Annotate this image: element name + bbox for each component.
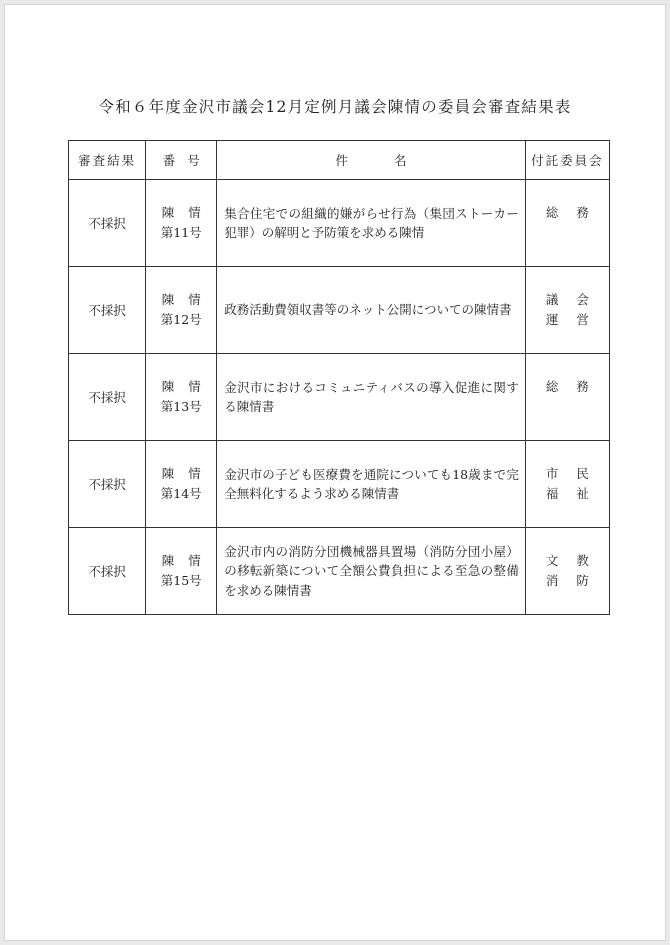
petition-label: 陳情	[161, 466, 215, 481]
item-cell: 金沢市におけるコミュニティバスの導入促進に関する陳情書	[217, 354, 526, 441]
committee-cell	[525, 180, 609, 267]
header-row	[69, 141, 610, 180]
committee-line2: 消防	[545, 573, 607, 588]
header-result-label: 審査結果	[78, 153, 137, 168]
number-cell	[146, 441, 217, 528]
petition-number: 第12号	[160, 312, 202, 327]
committee-line1: 市民	[545, 466, 607, 481]
result-cell: 不採択	[69, 180, 146, 267]
item-cell: 政務活動費領収書等のネット公開についての陳情書	[217, 267, 526, 354]
petition-label: 陳情	[161, 292, 215, 307]
committee-line1: 文教	[545, 553, 607, 568]
petition-number: 第13号	[160, 399, 202, 414]
header-number-label: 番号	[162, 153, 212, 168]
header-committee-label: 付託委員会	[531, 153, 604, 168]
table-row	[69, 354, 610, 441]
result-cell: 不採択	[69, 267, 146, 354]
number-cell	[146, 180, 217, 267]
header-item-label: 件名	[335, 153, 453, 168]
item-cell: 集合住宅での組織的嫌がらせ行為（集団ストーカー犯罪）の解明と予防策を求める陳情	[217, 180, 526, 267]
table-row	[69, 441, 610, 528]
table-row	[69, 180, 610, 267]
number-cell	[146, 354, 217, 441]
petition-label: 陳情	[161, 205, 215, 220]
committee-line2: 運営	[545, 312, 607, 327]
petition-number: 第11号	[160, 225, 202, 240]
petition-number: 第14号	[160, 486, 202, 501]
committee-line1: 総務	[545, 205, 607, 220]
item-cell: 金沢市内の消防分団機械器具置場（消防分団小屋）の移転新築について全額公費負担による至急の整備を求める陳情書	[217, 528, 526, 615]
committee-cell	[525, 528, 609, 615]
committee-cell	[525, 354, 609, 441]
number-cell	[146, 267, 217, 354]
committee-cell	[525, 267, 609, 354]
petition-number: 第15号	[160, 573, 202, 588]
header-committee	[525, 141, 609, 180]
page-title: 令和６年度金沢市議会12月定例月議会陳情の委員会審査結果表	[98, 98, 572, 116]
committee-line2: 福祉	[545, 486, 607, 501]
header-number	[146, 141, 217, 180]
header-item	[217, 141, 526, 180]
committee-line1: 議会	[545, 292, 607, 307]
document-page	[4, 4, 666, 941]
petition-label: 陳情	[161, 553, 215, 568]
header-result	[69, 141, 146, 180]
committee-cell	[525, 441, 609, 528]
result-cell: 不採択	[69, 441, 146, 528]
number-cell	[146, 528, 217, 615]
item-cell: 金沢市の子ども医療費を通院についても18歳まで完全無料化するよう求める陳情書	[217, 441, 526, 528]
results-table	[68, 140, 610, 615]
result-cell: 不採択	[69, 528, 146, 615]
result-cell: 不採択	[69, 354, 146, 441]
table-row	[69, 528, 610, 615]
petition-label: 陳情	[161, 379, 215, 394]
committee-line1: 総務	[545, 379, 607, 394]
table-row	[69, 267, 610, 354]
